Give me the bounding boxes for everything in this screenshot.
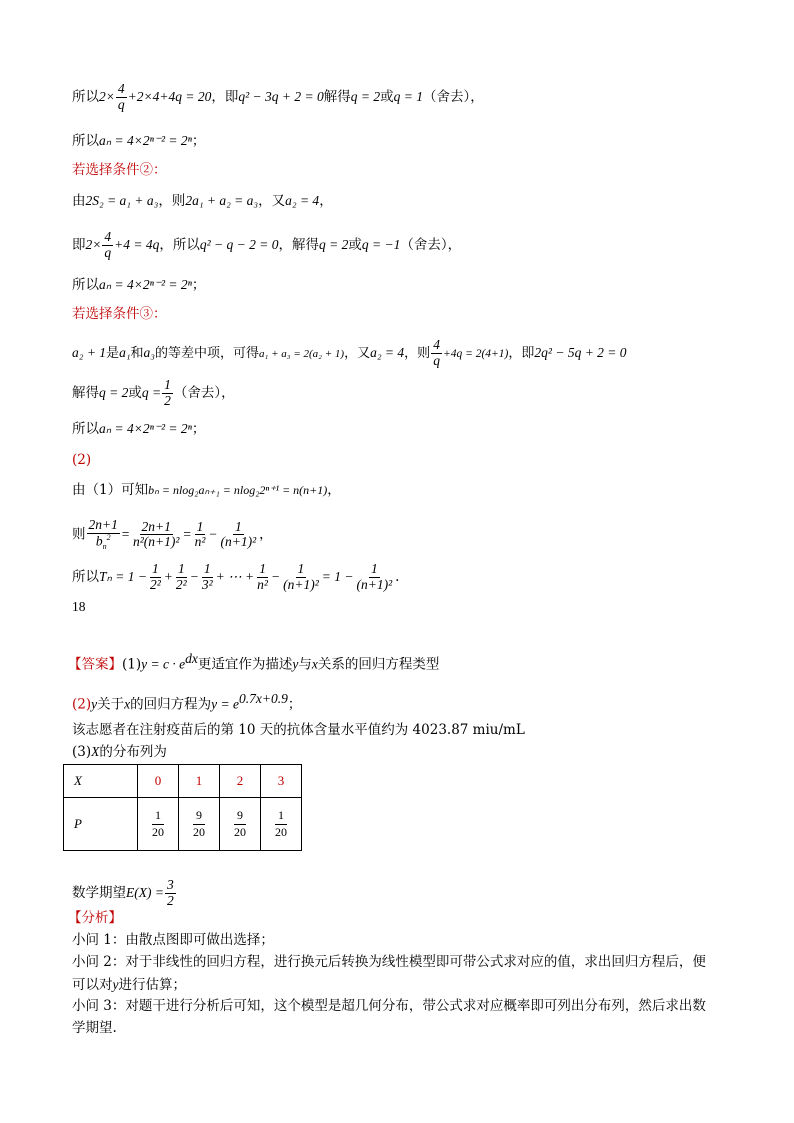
denominator: 20 bbox=[193, 825, 205, 839]
text: 由 bbox=[72, 193, 86, 209]
table-cell: 2 bbox=[220, 765, 261, 798]
denominator: 20 bbox=[234, 825, 246, 839]
root-1: q = 2 bbox=[350, 88, 381, 104]
fraction bbox=[165, 878, 176, 909]
text: 所以 bbox=[72, 133, 99, 149]
root-1: q = 2 bbox=[99, 384, 129, 400]
text: 关系的回归方程类型 bbox=[317, 656, 440, 673]
text: ，即 bbox=[508, 345, 535, 361]
fraction: $\frac{2n+1}{b_n^2}$ bbox=[88, 517, 118, 552]
fraction: $\frac{2n+1}{\text{n²(n+1)²}}$ bbox=[133, 518, 180, 550]
text: 或 bbox=[348, 236, 362, 253]
text: 的等差中项，可得 bbox=[155, 345, 260, 361]
numerator: 3 bbox=[166, 877, 174, 892]
answer-line-3: 该志愿者在注射疫苗后的第 10 天的抗体含量水平值约为 4023.87 miu/mL bbox=[72, 722, 525, 738]
text: （舍去）， bbox=[400, 236, 462, 253]
expectation-line bbox=[72, 878, 177, 909]
part2-line-1 bbox=[72, 484, 341, 498]
fraction: $\frac{1}{\text{3²}}$ bbox=[201, 561, 213, 592]
text: 和 bbox=[130, 345, 144, 361]
text: ； bbox=[191, 421, 206, 437]
minus: − bbox=[208, 526, 218, 542]
formula: Tₙ = 1 − bbox=[99, 568, 147, 584]
var-y: y bbox=[292, 656, 299, 672]
text: 所以 bbox=[72, 88, 99, 105]
analysis-q2b bbox=[72, 978, 186, 993]
equals: = bbox=[120, 526, 130, 542]
math-2x: 2× bbox=[85, 236, 102, 252]
table-cell: 3 bbox=[261, 765, 302, 798]
text: ， bbox=[319, 193, 333, 209]
formula: aₙ = 4×2ⁿ⁻² = 2ⁿ bbox=[99, 421, 192, 436]
text: ； bbox=[191, 277, 206, 293]
fraction: $\frac{1}{\text{2²}}$ bbox=[175, 561, 187, 592]
text: ，又 bbox=[344, 345, 371, 361]
text: 的回归方程为 bbox=[130, 696, 212, 713]
formula: a₁ bbox=[119, 344, 131, 360]
cond1-line-2 bbox=[72, 134, 205, 149]
table-cell bbox=[220, 798, 261, 851]
denominator: 20 bbox=[275, 825, 287, 839]
text: ，所以 bbox=[159, 236, 200, 253]
formula: aₙ = 4×2ⁿ⁻² = 2ⁿ bbox=[99, 133, 192, 148]
text: 即 bbox=[72, 236, 86, 253]
text: . bbox=[395, 568, 400, 585]
answer-line-1 bbox=[68, 652, 439, 672]
text: 进行估算； bbox=[118, 977, 186, 993]
math: +2×4+4q = 20 bbox=[127, 88, 212, 104]
part2-line-3 bbox=[72, 562, 399, 593]
fraction: $\frac{1}{2}$ bbox=[164, 377, 171, 408]
equation: q² − q − 2 = 0 bbox=[199, 236, 279, 252]
cond2-line-1 bbox=[72, 194, 333, 209]
formula: +4q = 2(4+1) bbox=[442, 347, 509, 360]
text: 数学期望 bbox=[72, 884, 126, 901]
fraction: $\frac{1}{\text{n²}}$ bbox=[194, 518, 206, 550]
fraction: $\frac{4}{q}$ bbox=[433, 337, 440, 368]
text: 解得 bbox=[72, 384, 99, 401]
fraction: $\frac{1}{\text{(n+1)²}}$ bbox=[283, 561, 319, 592]
var-x: X bbox=[91, 744, 100, 759]
fraction: $\frac{1}{\text{2²}}$ bbox=[149, 561, 161, 592]
minus: − bbox=[189, 568, 199, 584]
analysis-q3b: 学期望. bbox=[72, 1020, 117, 1036]
cond3-line-2 bbox=[72, 378, 235, 409]
root-2: q = 1 bbox=[393, 88, 423, 104]
cond1-line-1 bbox=[72, 82, 484, 113]
text: ，解得 bbox=[278, 236, 319, 253]
root-2: q = bbox=[141, 384, 162, 400]
answer-tag: 【答案】 bbox=[68, 656, 122, 673]
text: ，则 bbox=[404, 345, 431, 361]
text: 与 bbox=[298, 656, 312, 673]
root-2: q = −1 bbox=[361, 236, 401, 252]
text: 解得 bbox=[323, 88, 351, 105]
formula: +4 = 4q bbox=[114, 236, 160, 252]
var-y: y bbox=[112, 977, 119, 992]
cond2-title: 若选择条件②： bbox=[72, 162, 167, 178]
formula: a₁ + a₃ = 2(a₂ + 1) bbox=[259, 347, 345, 360]
ellipsis: + ⋯ + bbox=[215, 568, 255, 584]
part2-line-2 bbox=[72, 518, 273, 552]
text: ； bbox=[191, 133, 206, 149]
formula: 2a₁ + a₂ = a₃ bbox=[185, 193, 259, 208]
analysis-q2a: 小问 2：对于非线性的回归方程，进行换元后转换为线性模型即可带公式求对应的值，求出回归方程后，便 bbox=[72, 954, 706, 970]
exponent: dx bbox=[185, 651, 198, 666]
root-1: q = 2 bbox=[319, 236, 349, 252]
exponent: 0.7x+0.9 bbox=[238, 691, 288, 706]
text: 或 bbox=[380, 88, 394, 105]
text: 所以 bbox=[72, 277, 99, 293]
table-row bbox=[64, 765, 302, 798]
answer-line-2 bbox=[72, 692, 301, 712]
table-cell bbox=[261, 798, 302, 851]
fraction: $\frac{1}{\text{(n+1)²}}$ bbox=[356, 561, 393, 592]
var-x: x bbox=[124, 696, 131, 712]
equals: = bbox=[182, 526, 192, 542]
numerator: 9 bbox=[193, 808, 205, 825]
denominator: 20 bbox=[152, 825, 164, 839]
cond3-title: 若选择条件③： bbox=[72, 306, 167, 322]
denominator: 2 bbox=[166, 892, 174, 908]
label: (3) bbox=[72, 744, 92, 760]
math-2x: 2× bbox=[99, 88, 115, 104]
table-cell bbox=[179, 798, 220, 851]
fraction: $\frac{4}{q}$ bbox=[104, 229, 112, 260]
minus: − bbox=[270, 568, 281, 584]
text: ，又 bbox=[258, 193, 286, 209]
text: ， bbox=[259, 526, 273, 543]
numerator: 1 bbox=[275, 808, 287, 825]
cond3-line-1 bbox=[72, 338, 627, 369]
cond2-line-3 bbox=[72, 278, 205, 293]
text: ， bbox=[327, 482, 341, 498]
formula: y = c · e bbox=[141, 656, 186, 672]
cond2-line-2 bbox=[72, 230, 461, 261]
text: 所以 bbox=[72, 421, 99, 437]
numerator: 9 bbox=[234, 808, 246, 825]
table-row bbox=[64, 798, 302, 851]
text: ，即 bbox=[211, 88, 239, 105]
text: （舍去）， bbox=[422, 88, 484, 105]
fraction: $\frac{1}{\text{n²}}$ bbox=[257, 561, 268, 592]
analysis-tag: 【分析】 bbox=[68, 910, 122, 926]
table-header-x: X bbox=[64, 765, 138, 798]
label: (1) bbox=[122, 656, 142, 673]
var-x: x bbox=[311, 656, 318, 672]
problem-number: 18 bbox=[72, 599, 86, 614]
answer-line-4 bbox=[72, 745, 167, 760]
formula: y = e bbox=[211, 696, 239, 712]
text: 由（1）可知 bbox=[72, 482, 149, 498]
text: ，则 bbox=[158, 193, 186, 209]
text: 可以对 bbox=[72, 977, 113, 993]
equation: 2q² − 5q + 2 = 0 bbox=[534, 344, 627, 360]
table-header-p: P bbox=[64, 798, 138, 851]
analysis-q1: 小问 1：由散点图即可做出选择； bbox=[72, 932, 274, 948]
text: ； bbox=[287, 696, 302, 713]
fraction: $\frac{4}{q}$ bbox=[117, 81, 125, 112]
text: 关于 bbox=[97, 696, 125, 713]
table-cell bbox=[138, 798, 179, 851]
text: 是 bbox=[106, 345, 120, 361]
var-y: y bbox=[91, 696, 98, 712]
formula: a₂ = 4 bbox=[285, 193, 320, 208]
formula: bₙ = nlog₂aₙ₊₁ = nlog₂2ⁿ⁺¹ = n(n+1) bbox=[148, 483, 328, 497]
label: (2) bbox=[72, 696, 92, 713]
analysis-q3a: 小问 3：对题干进行分析后可知，这个模型是超几何分布，带公式求对应概率即可列出分布列，然后求出数 bbox=[72, 998, 706, 1014]
equation: q² − 3q + 2 = 0 bbox=[238, 88, 324, 104]
table-cell: 1 bbox=[179, 765, 220, 798]
text: （舍去）， bbox=[173, 384, 235, 401]
formula: aₙ = 4×2ⁿ⁻² = 2ⁿ bbox=[99, 277, 192, 292]
formula: a₂ + 1 bbox=[72, 344, 107, 360]
formula: a₃ bbox=[143, 344, 155, 360]
text: 更适宜作为描述 bbox=[197, 656, 293, 673]
formula: E(X) = bbox=[126, 884, 164, 900]
distribution-table bbox=[63, 764, 302, 851]
formula: 2S₂ = a₁ + a₃ bbox=[85, 193, 159, 208]
formula: a₂ = 4 bbox=[370, 344, 405, 360]
plus: + bbox=[163, 568, 173, 584]
text: 或 bbox=[128, 384, 142, 401]
table-cell: 0 bbox=[138, 765, 179, 798]
cond3-line-3 bbox=[72, 422, 205, 437]
equals: = 1 − bbox=[321, 568, 354, 584]
part2-label: (2) bbox=[72, 452, 92, 468]
text: 所以 bbox=[72, 568, 99, 585]
fraction: $\frac{1}{\text{(n+1)²}}$ bbox=[220, 518, 257, 550]
text: 则 bbox=[72, 526, 86, 543]
numerator: 1 bbox=[152, 808, 164, 825]
text: 的分布列为 bbox=[99, 744, 167, 760]
